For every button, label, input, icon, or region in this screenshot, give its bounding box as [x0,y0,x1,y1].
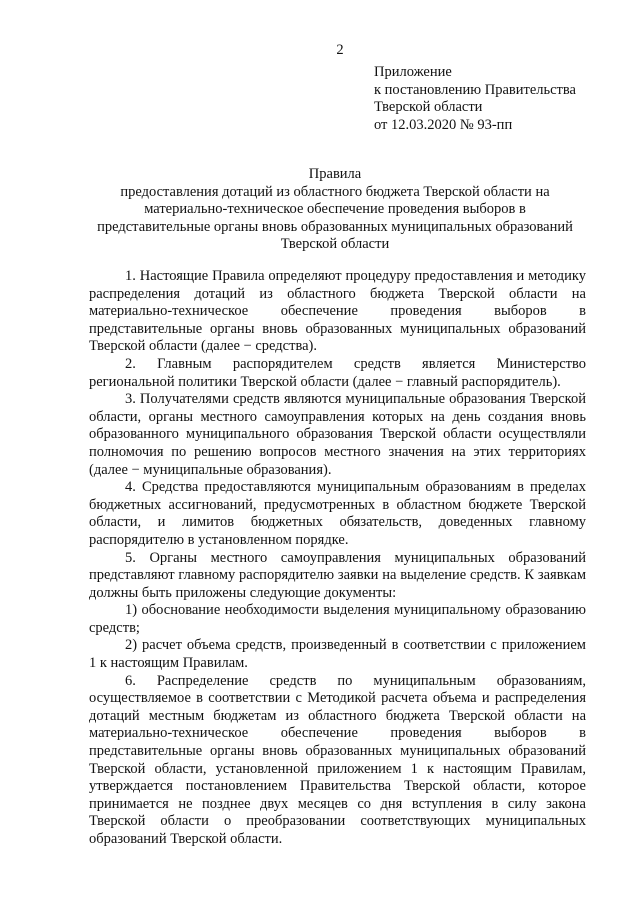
title-line: Тверской области [280,236,390,252]
paragraph-5-item-1: 1) обоснование необходимости выделения муниципальному образованию средств; [89,602,586,636]
paragraph-4: 4. Средства предоставляются муниципальным образованиям в пределах бюджетных ассигнований, предусмотренных в областном бюджете Тверской области, и лимитов бюджетных обязательств, доведенных главному распорядителю в установленном порядке. [89,479,586,548]
paragraph-6: 6. Распределение средств по муниципальным образованиям, осуществляемое в соответствии с Методикой расчета объема и распределения дотаций местным бюджетам из областного бюджета Тверской области на материально-техническое обеспечение проведения выборов в представительные органы вновь образованных муниципальных образований Тверской области, установленной приложением 1 к настоящим Правилам, утверждается постановлением Правительства Тверской области, которое принимается не позднее двух месяцев со дня вступления в силу закона Тверской области о преобразовании соответствующих муниципальных образований Тверской области. [89,672,586,847]
appendix-header [374,64,576,134]
title-line: предоставления дотаций из областного бюджета Тверской области на [120,183,550,200]
appendix-line: Приложение [374,64,452,80]
document-body [89,268,586,849]
paragraph-3: 3. Получателями средств являются муниципальные образования Тверской области, органы местного самоуправления которых на день создания вновь образованного муниципального образования Тверской области осуществляли полномочия по решению вопросов местного значения на этих территориях (далее − муниципальные образования). [89,391,586,478]
title-line: материально-техническое обеспечение проведения выборов в [144,201,526,217]
appendix-line: Тверской области [374,99,483,115]
paragraph-1: 1. Настоящие Правила определяют процедуру предоставления и методику распределения дотаций из областного бюджета Тверской области на материально-техническое обеспечение проведения выборов в представительные органы вновь образованных муниципальных образований Тверской области (далее − средства). [89,268,586,355]
paragraph-5-item-2: 2) расчет объема средств, произведенный в соответствии с приложением 1 к настоящим Правилам. [89,637,586,672]
paragraph-5: 5. Органы местного самоуправления муниципальных образований представляют главному распорядителю заявки на выделение средств. К заявкам должны быть приложены следующие документы: [89,549,586,601]
document-title [80,166,590,254]
appendix-line: к постановлению Правительства [374,81,576,98]
title-line: представительные органы вновь образованных муниципальных образований [97,218,573,235]
page-number: 2 [336,42,344,58]
title-heading: Правила [308,166,362,182]
paragraph-2: 2. Главным распорядителем средств является Министерство региональной политики Тверской области (далее − главный распорядитель). [89,355,586,390]
appendix-date-number: от 12.03.2020 № 93-пп [374,116,513,133]
